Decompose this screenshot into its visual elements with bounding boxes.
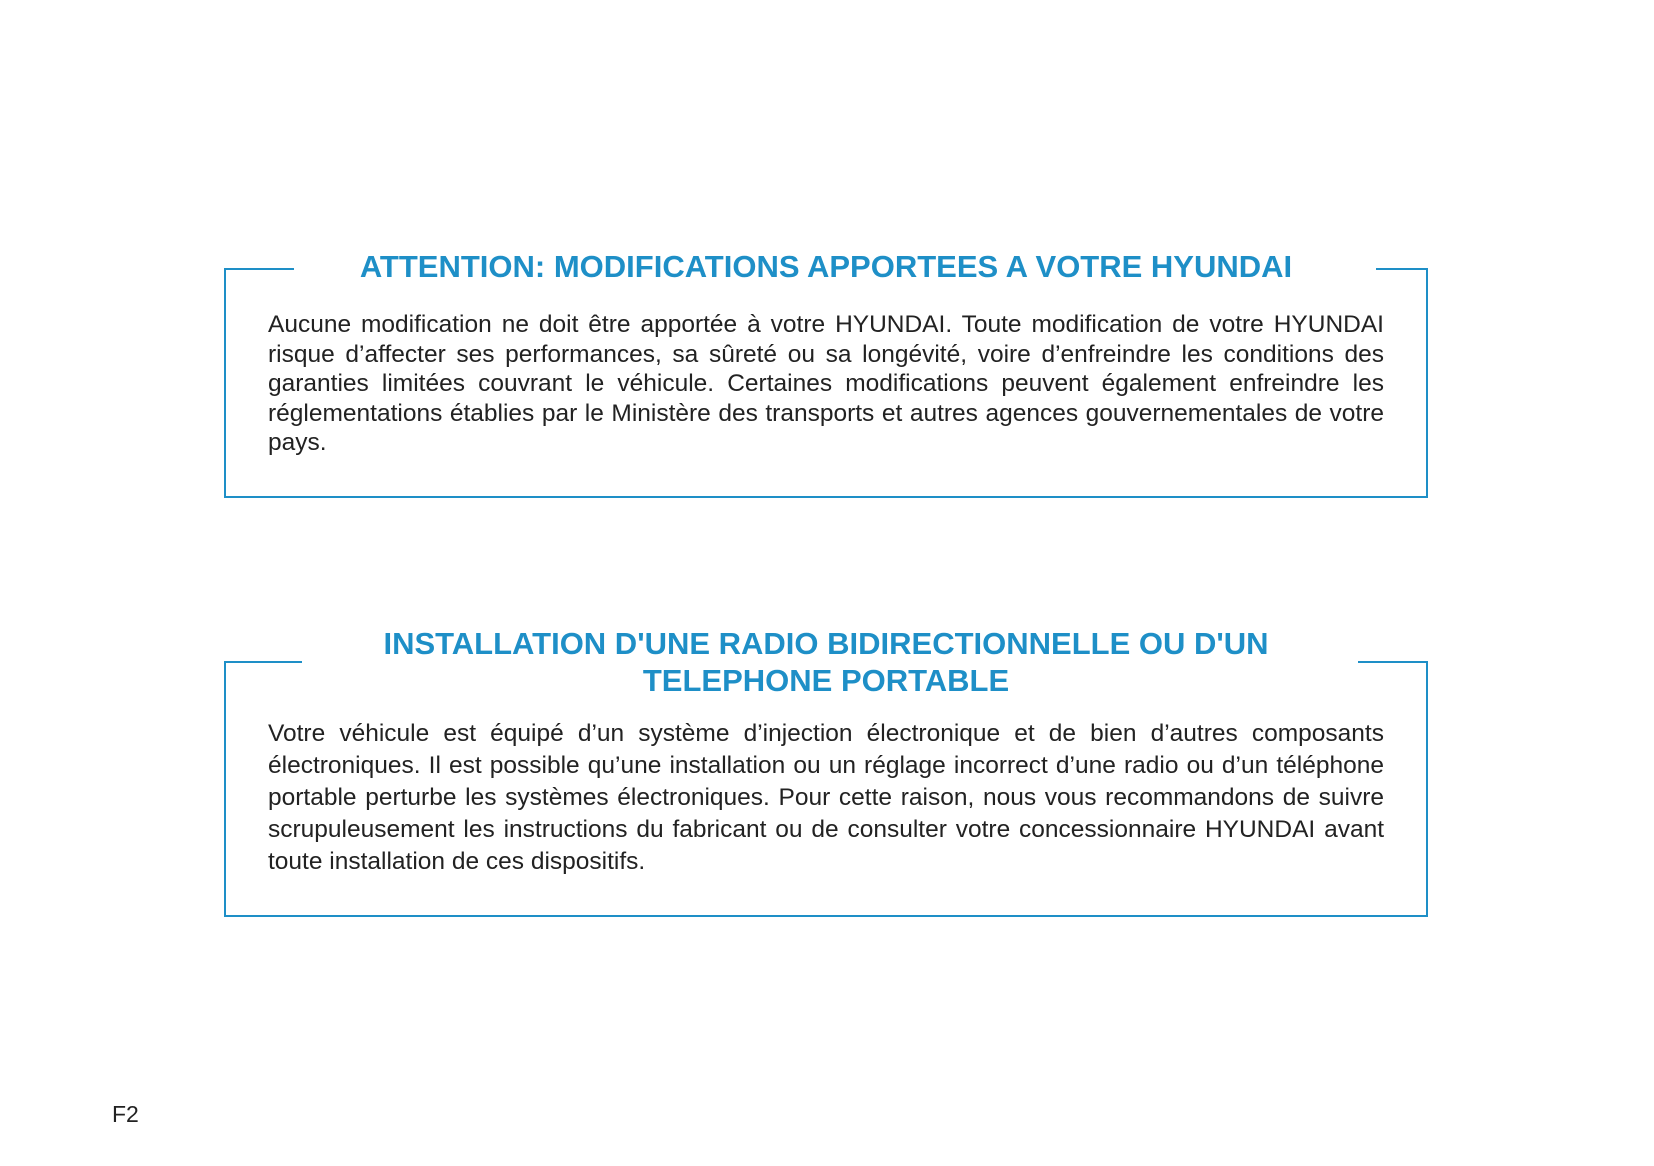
notice-body: Votre véhicule est équipé d’un système d’injection électronique et de bien d’autres composants électroniques. Il est possible qu’une installation ou un réglage incorrect d’une radio ou d’un téléphone portable perturbe les systèmes électroniques. Pour cette raison, nous vous recommandons de suivre scrupuleusement les instructions du fabricant ou de consulter votre concessionnaire HYUNDAI avant toute installation de ces dispositifs. xyxy=(268,720,1384,875)
notice-modifications xyxy=(224,249,1428,498)
notice-title: ATTENTION: MODIFICATIONS APPORTEES A VOTRE HYUNDAI xyxy=(359,249,1293,284)
notice-radio-installation xyxy=(224,626,1428,917)
page-number: F2 xyxy=(112,1101,139,1127)
notice-body: Aucune modification ne doit être apportée à votre HYUNDAI. Toute modification de votre HYUNDAI risque d’affecter ses performances, sa sûreté ou sa longévité, voire d’enfreindre les conditions des garanties limitées couvrant le véhicule. Certaines modifications peuvent également enfreindre les réglementations établies par le Ministère des transports et autres agences gouvernementales de votre pays. xyxy=(268,311,1384,456)
notice-title: INSTALLATION D'UNE RADIO BIDIRECTIONNELLE OU D'UN TELEPHONE PORTABLE xyxy=(383,626,1269,698)
